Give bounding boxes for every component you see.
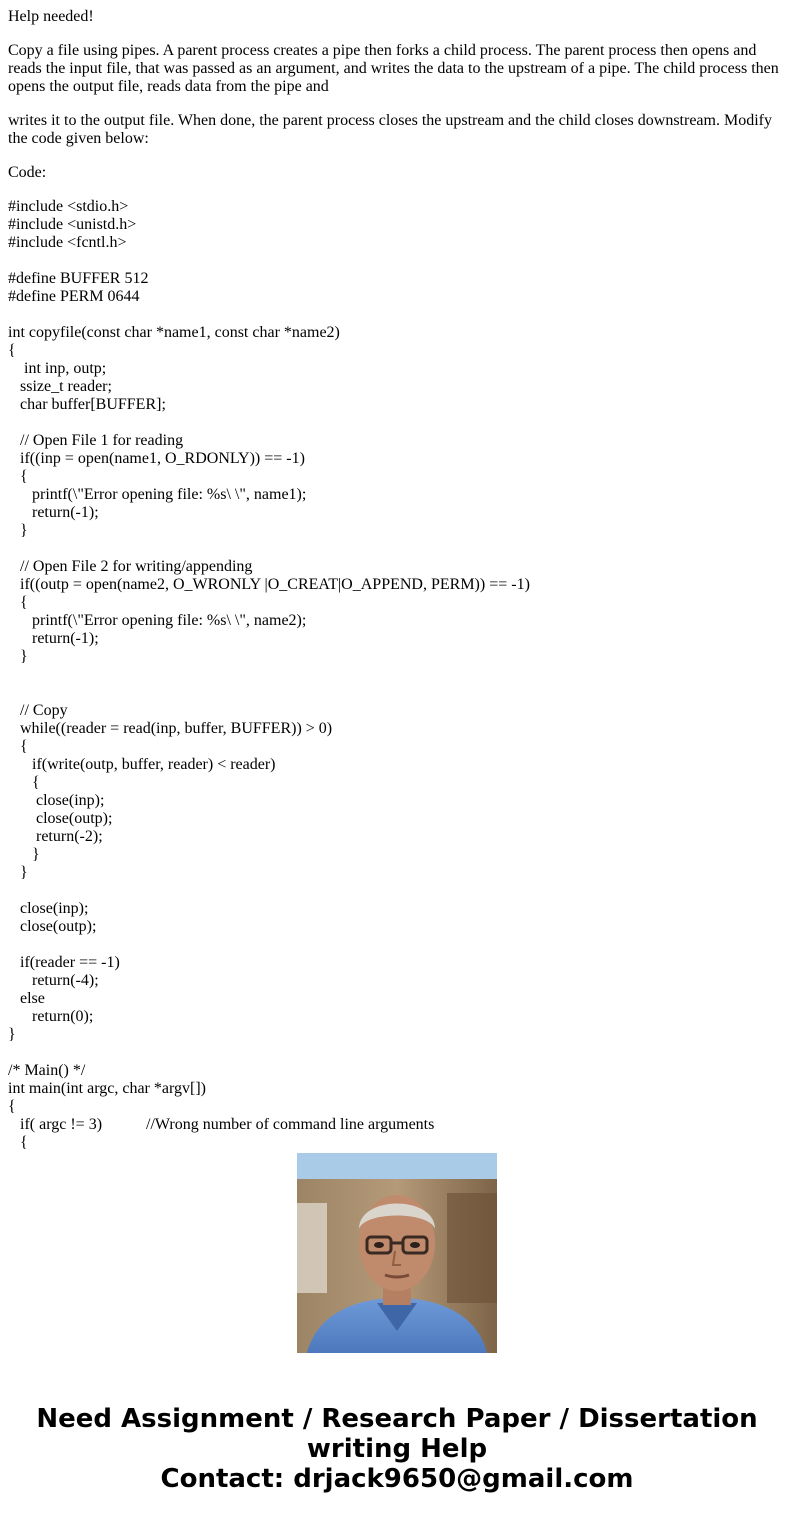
code-label: Code: (8, 164, 47, 181)
profile-photo-image (297, 1153, 497, 1353)
question-paragraph-2: writes it to the output file. When done, the parent process closes the upstream and the child closes downstream. Modify the code given below: (8, 112, 772, 147)
code-block: #include <stdio.h> #include <unistd.h> #include <fcntl.h> #define BUFFER 512 #define PERM 0644 int copyfile(const char *name1, const char *name2) { int inp, outp; ssize_t reader; char buffer[BUFFER]; // Open File 1 for reading if((inp = open(name1, O_RDONLY)) == -1) { printf(\"Error opening file: %s\ \", name1); return(-1); } // Open File 2 for writing/appending if((outp = open(name2, O_WRONLY |O_CREAT|O_APPEND, PERM)) == -1) { printf(\"Error opening file: %s\ \", name2); return(-1); } // Copy while((reader = read(inp, buffer, BUFFER)) > 0) { if(write(outp, buffer, reader) < reader) { close(inp); close(outp); return(-2); } } close(inp); close(outp); if(reader == -1) return(-4); else return(0); } /* Main() */ int main(int argc, char *argv[]) { if( argc != 3) //Wrong number of command line arguments { (8, 198, 530, 1151)
question-heading: Help needed! (8, 8, 94, 25)
footer-advertisement (0, 1404, 794, 1494)
question-content (8, 8, 786, 1151)
footer-contact: Contact: drjack9650@gmail.com (160, 1464, 634, 1494)
footer-line-1: Need Assignment / Research Paper / Dissertation (36, 1404, 758, 1434)
footer-line-2: writing Help (306, 1434, 488, 1464)
question-paragraph-1: Copy a file using pipes. A parent process creates a pipe then forks a child process. The parent process then opens and reads the input file, that was passed as an argument, and writes the data to the upstream of a pipe. The child process then opens the output file, reads data from the pipe and (8, 42, 779, 95)
profile-photo (297, 1153, 497, 1353)
